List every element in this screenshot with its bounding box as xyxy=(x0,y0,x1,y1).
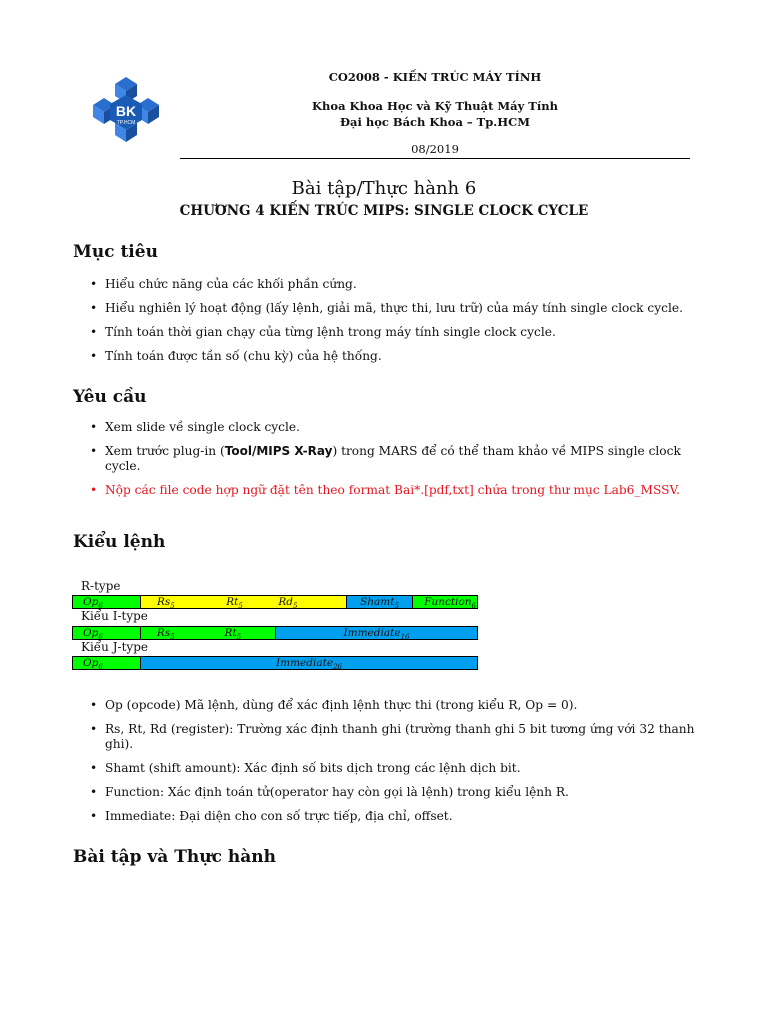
section-heading-exercises: Bài tập và Thực hành xyxy=(73,847,276,867)
requirements-list xyxy=(73,420,703,498)
field-registers xyxy=(141,627,276,639)
i-type-label: Kiểu I-type xyxy=(81,609,148,623)
logo-text: BK xyxy=(115,103,137,119)
field-function: Function$_6$ xyxy=(413,596,477,608)
section-heading-requirements: Yêu cầu xyxy=(73,387,147,407)
i-type-format-bar xyxy=(72,626,478,640)
objectives-list xyxy=(73,277,703,364)
field-rd: $Rd_5$ xyxy=(278,596,298,608)
field-immediate: Immediate$_{26}$ xyxy=(141,657,477,669)
list-item: • Op (opcode) Mã lệnh, dùng để xác định lệnh thực thi (trong kiểu R, Op = 0). xyxy=(73,698,703,713)
bk-university-logo xyxy=(92,76,160,142)
list-item: • Hiểu chức năng của các khối phần cứng. xyxy=(73,277,703,292)
list-item: • Function: Xác định toán tử(operator hay còn gọi là lệnh) trong kiểu lệnh R. xyxy=(73,785,703,800)
field-immediate: Immediate$_{16}$ xyxy=(276,627,477,639)
r-type-format-bar xyxy=(72,595,478,609)
page-title: Bài tập/Thực hành 6 xyxy=(291,178,477,199)
page-subtitle: CHƯƠNG 4 KIẾN TRÚC MIPS: SINGLE CLOCK CYCLE xyxy=(179,203,589,219)
list-item: • Immediate: Đại diện cho con số trực tiếp, địa chỉ, offset. xyxy=(73,809,703,824)
r-type-label: R-type xyxy=(81,579,121,593)
list-item: • Nộp các file code hợp ngữ đặt tên theo format Bai*.[pdf,txt] chứa trong thư mục Lab6_MSSV. xyxy=(73,483,703,498)
list-item: • Xem slide về single clock cycle. xyxy=(73,420,703,435)
list-item: • Shamt (shift amount): Xác định số bits dịch trong các lệnh dịch bit. xyxy=(73,761,703,776)
logo-subtext: TP.HCM xyxy=(116,120,136,126)
requirement-text: ) trong MARS để có thể tham khảo về MIPS single clock cycle. xyxy=(105,444,681,473)
tool-name: Tool/MIPS X-Ray xyxy=(224,444,333,458)
list-item: • Tính toán được tần số (chu kỳ) của hệ thống. xyxy=(73,349,703,364)
list-item: • Tính toán thời gian chạy của từng lệnh trong máy tính single clock cycle. xyxy=(73,325,703,340)
header-divider xyxy=(180,158,690,159)
field-rs: $Rs_5$ xyxy=(156,596,175,608)
document-date: 08/2019 xyxy=(411,142,459,156)
j-type-label: Kiểu J-type xyxy=(81,640,148,654)
field-registers xyxy=(141,596,347,608)
requirement-text: Xem trước plug-in ( xyxy=(105,444,225,458)
field-rs: $Rs_5$ xyxy=(156,627,175,639)
field-shamt: Shamt$_5$ xyxy=(347,596,413,608)
university-name: Đại học Bách Khoa – Tp.HCM xyxy=(339,115,531,129)
course-title: CO2008 - KIẾN TRÚC MÁY TÍNH xyxy=(328,70,542,84)
list-item xyxy=(73,444,703,474)
field-rt: $Rt_5$ xyxy=(224,627,242,639)
field-op: $Op_6$ xyxy=(73,657,141,669)
list-item: • Rs, Rt, Rd (register): Trường xác định thanh ghi (trường thanh ghi 5 bit tương ứng với 32 thanh ghi). xyxy=(73,722,703,752)
faculty-name: Khoa Khoa Học và Kỹ Thuật Máy Tính xyxy=(312,99,558,113)
list-item: • Hiểu nghiên lý hoạt động (lấy lệnh, giải mã, thực thi, lưu trữ) của máy tính single clock cycle. xyxy=(73,301,703,316)
field-rt: $Rt_5$ xyxy=(226,596,243,608)
section-heading-instruction-types: Kiểu lệnh xyxy=(73,532,166,552)
instruction-field-notes xyxy=(73,698,703,824)
field-op: $Op_6$ xyxy=(73,596,141,608)
section-heading-objectives: Mục tiêu xyxy=(73,242,158,262)
field-op: $Op_6$ xyxy=(73,627,141,639)
j-type-format-bar xyxy=(72,656,478,670)
